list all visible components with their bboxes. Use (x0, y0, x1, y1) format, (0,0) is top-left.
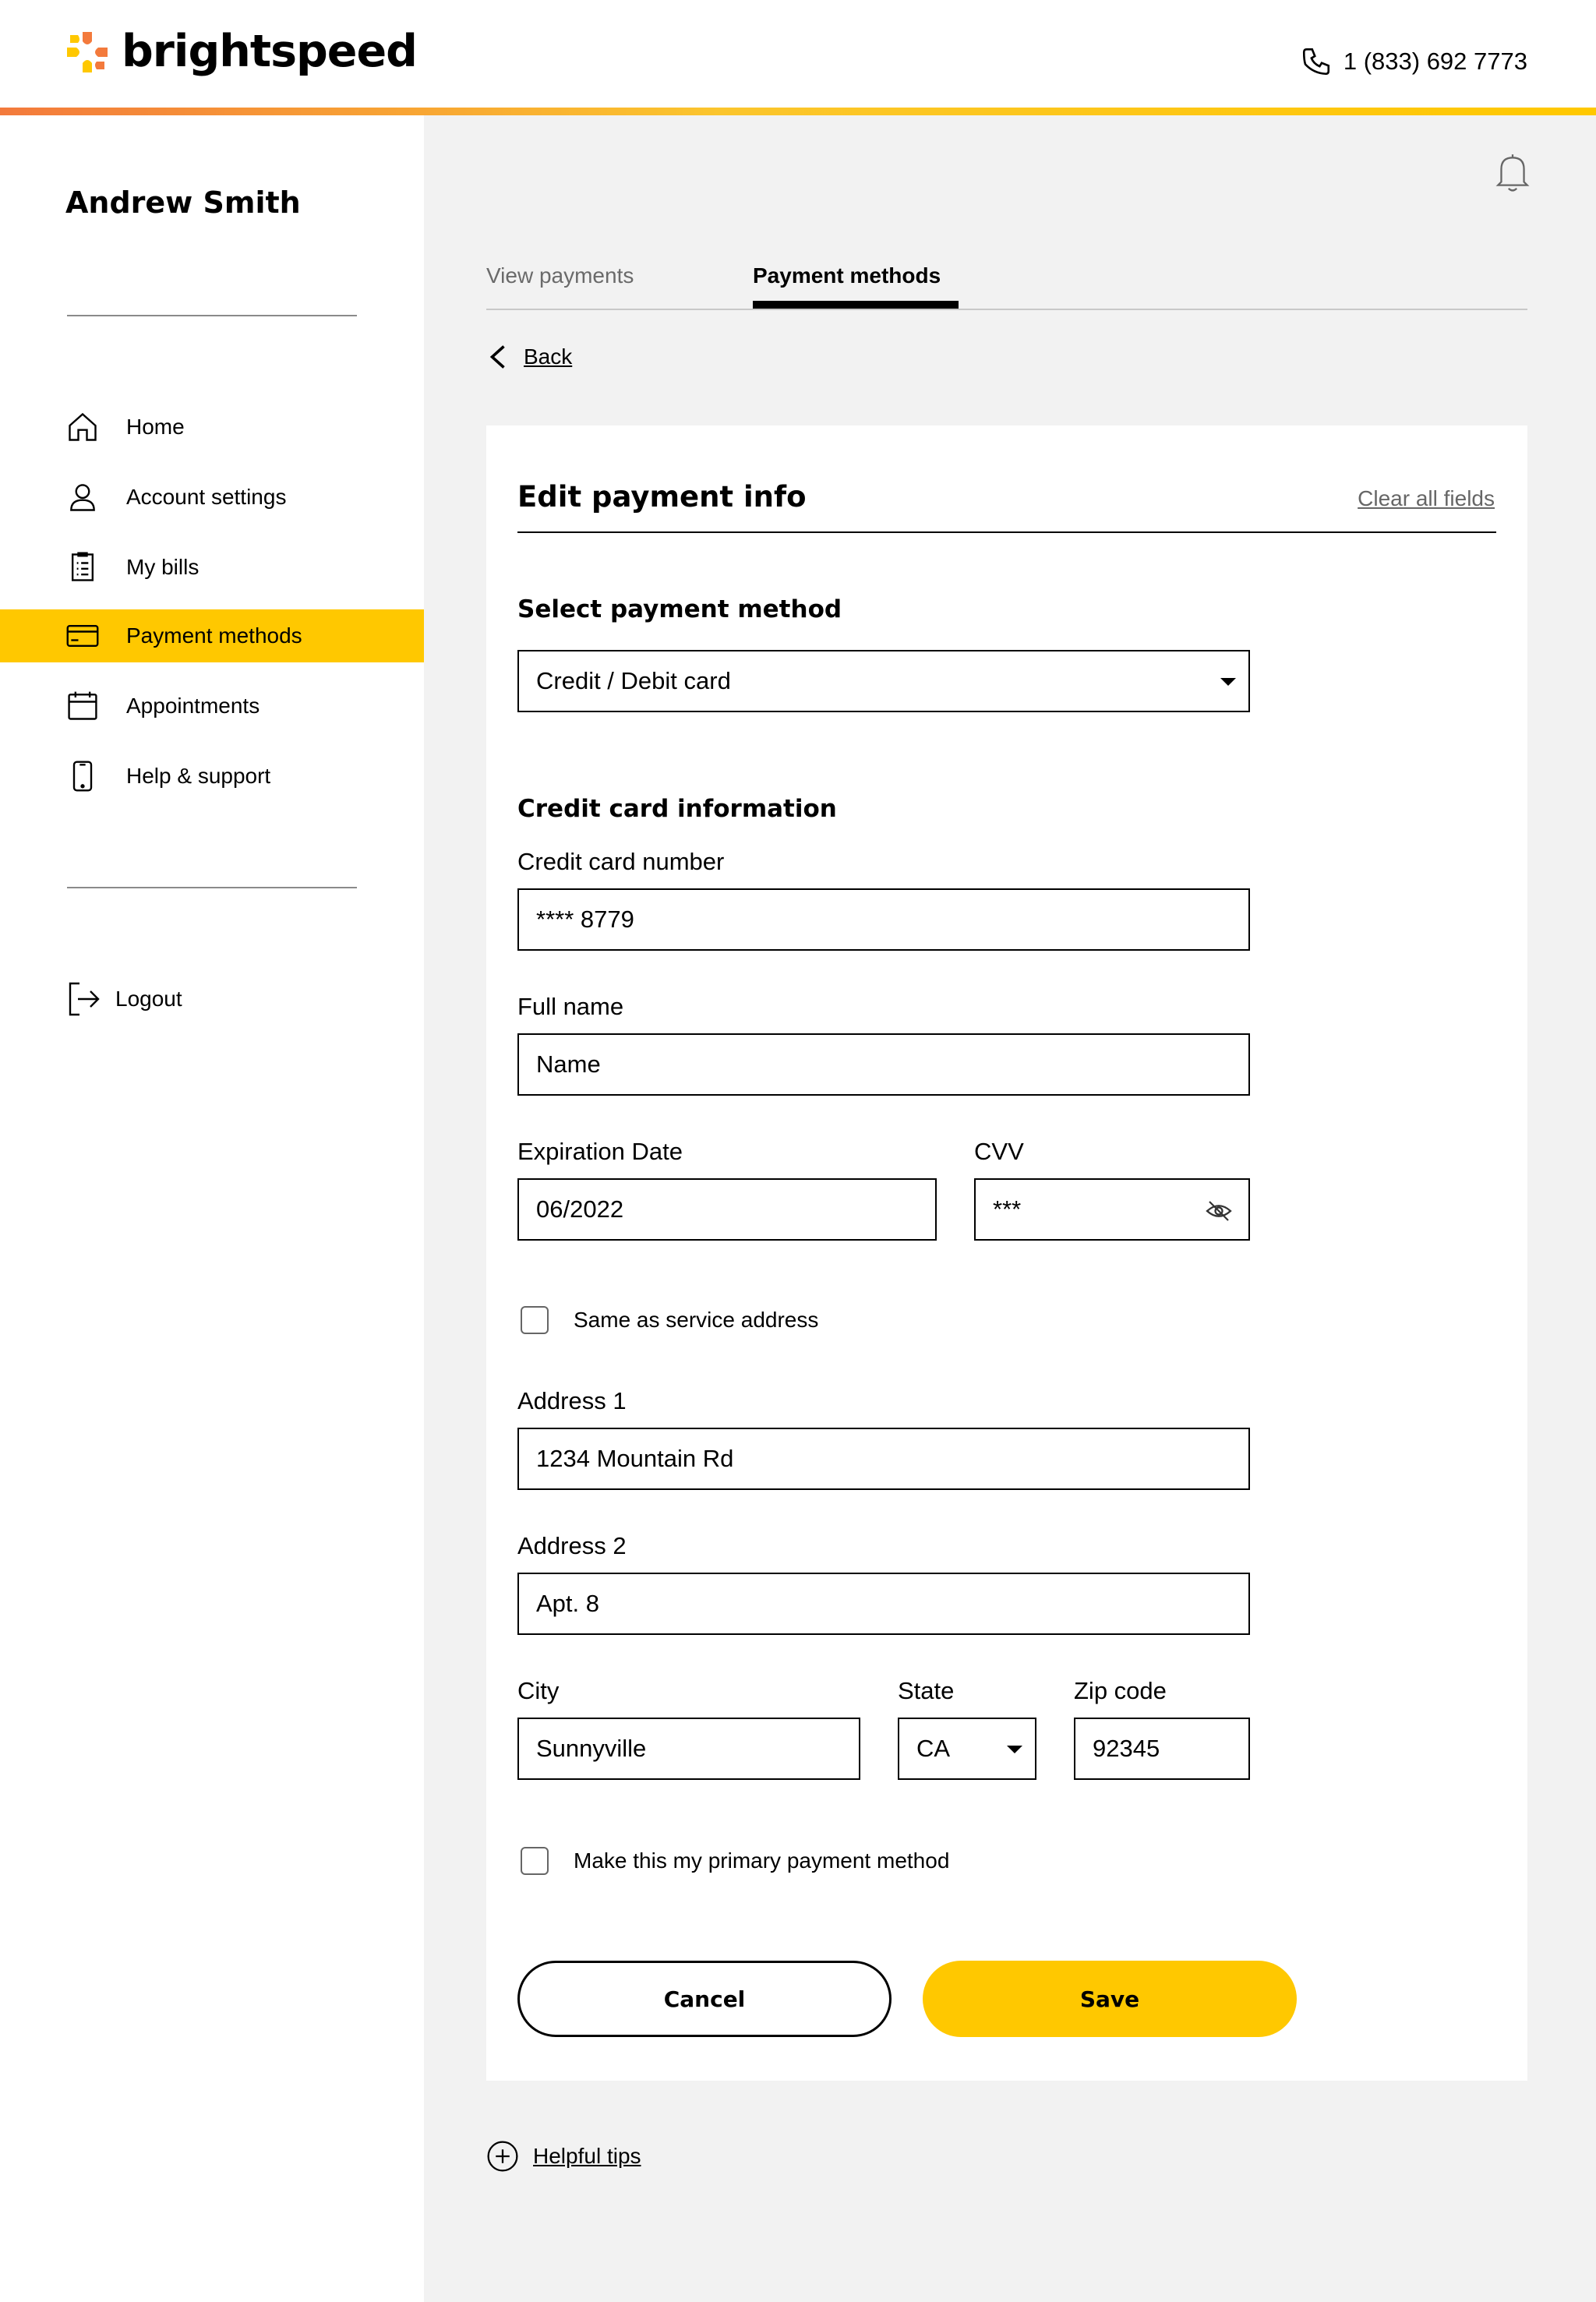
payment-tabs (486, 248, 1527, 310)
primary-method-label: Make this my primary payment method (574, 1848, 950, 1873)
full-name-label: Full name (517, 993, 624, 1020)
back-link[interactable] (486, 343, 572, 371)
zip-input[interactable] (1074, 1718, 1250, 1780)
sidebar (0, 115, 424, 2302)
top-header (0, 0, 1596, 108)
header-gradient-bar (0, 108, 1596, 115)
tab-payment-methods[interactable]: Payment methods (753, 263, 941, 288)
address2-value: Apt. 8 (536, 1590, 599, 1617)
dropdown-caret-icon (1007, 1746, 1022, 1753)
payment-method-value: Credit / Debit card (536, 667, 731, 694)
primary-method-checkbox-row[interactable] (517, 1847, 949, 1875)
sidebar-divider (67, 887, 357, 888)
city-value: Sunnyville (536, 1735, 647, 1762)
back-label: Back (524, 344, 573, 369)
user-icon (65, 480, 100, 514)
helpful-tips-link[interactable] (486, 2140, 641, 2173)
expiration-date-value: 06/2022 (536, 1195, 624, 1223)
phone-number: 1 (833) 692 7773 (1343, 48, 1527, 75)
address2-input[interactable] (517, 1573, 1250, 1635)
city-input[interactable] (517, 1718, 860, 1780)
address1-label: Address 1 (517, 1387, 627, 1414)
credit-card-info-heading: Credit card information (517, 795, 837, 823)
cvv-value: *** (993, 1195, 1022, 1223)
select-payment-method-label: Select payment method (517, 595, 842, 623)
eye-slash-icon[interactable] (1205, 1197, 1233, 1225)
payment-method-select[interactable] (517, 650, 1250, 712)
sidebar-item-my-bills[interactable] (0, 541, 424, 594)
sidebar-item-payment-methods[interactable] (0, 609, 424, 662)
logout-label: Logout (115, 987, 182, 1011)
sidebar-item-label: My bills (126, 555, 200, 579)
sidebar-item-account-settings[interactable] (0, 471, 424, 524)
page-title: Edit payment info (517, 480, 807, 514)
sidebar-item-label: Payment methods (126, 623, 302, 648)
save-button[interactable]: Save (923, 1961, 1297, 2037)
title-divider (517, 531, 1496, 533)
credit-card-icon (65, 619, 100, 653)
same-address-checkbox[interactable] (521, 1306, 549, 1334)
credit-card-number-label: Credit card number (517, 848, 725, 875)
cvv-input[interactable] (974, 1178, 1250, 1241)
bell-icon[interactable] (1493, 151, 1532, 193)
brightspeed-logo-icon (65, 30, 109, 74)
dropdown-caret-icon (1220, 678, 1236, 686)
user-name: Andrew Smith (65, 185, 301, 220)
sidebar-item-label: Appointments (126, 694, 260, 718)
sidebar-item-appointments[interactable] (0, 680, 424, 733)
sidebar-divider (67, 315, 357, 316)
sidebar-item-home[interactable] (0, 401, 424, 454)
expiration-date-input[interactable] (517, 1178, 937, 1241)
same-address-checkbox-row[interactable] (517, 1306, 818, 1334)
address1-input[interactable] (517, 1428, 1250, 1490)
expiration-date-label: Expiration Date (517, 1138, 683, 1165)
main-content (424, 115, 1596, 2302)
support-phone[interactable] (1300, 45, 1527, 78)
state-value: CA (916, 1735, 951, 1762)
logout-button[interactable] (65, 980, 182, 1018)
zip-value: 92345 (1093, 1735, 1160, 1762)
address2-label: Address 2 (517, 1532, 627, 1559)
bill-icon (65, 550, 100, 584)
home-icon (65, 410, 100, 444)
edit-payment-card (486, 425, 1527, 2081)
sidebar-item-label: Account settings (126, 485, 287, 509)
logo-text: brightspeed (122, 26, 417, 77)
mobile-phone-icon (65, 759, 100, 793)
primary-method-checkbox[interactable] (521, 1847, 549, 1875)
plus-circle-icon (486, 2140, 519, 2173)
tab-view-payments[interactable]: View payments (486, 263, 634, 288)
same-address-label: Same as service address (574, 1308, 819, 1332)
address1-value: 1234 Mountain Rd (536, 1445, 734, 1472)
helpful-tips-label: Helpful tips (533, 2144, 641, 2168)
phone-icon (1300, 45, 1333, 78)
city-label: City (517, 1677, 560, 1704)
logout-icon (65, 980, 103, 1018)
state-select[interactable] (898, 1718, 1036, 1780)
calendar-icon (65, 689, 100, 723)
cancel-button[interactable]: Cancel (517, 1961, 892, 2037)
clear-all-fields-link[interactable]: Clear all fields (1358, 486, 1495, 510)
sidebar-item-label: Home (126, 415, 185, 439)
cvv-label: CVV (974, 1138, 1024, 1165)
credit-card-number-value: **** 8779 (536, 906, 634, 933)
state-label: State (898, 1677, 955, 1704)
brightspeed-logo[interactable] (65, 26, 417, 77)
sidebar-item-help-support[interactable] (0, 750, 424, 803)
chevron-left-icon (486, 343, 510, 371)
active-tab-indicator (753, 301, 959, 309)
full-name-value: Name (536, 1050, 601, 1078)
credit-card-number-input[interactable] (517, 888, 1250, 951)
sidebar-item-label: Help & support (126, 764, 271, 788)
full-name-input[interactable] (517, 1033, 1250, 1096)
zip-label: Zip code (1074, 1677, 1167, 1704)
